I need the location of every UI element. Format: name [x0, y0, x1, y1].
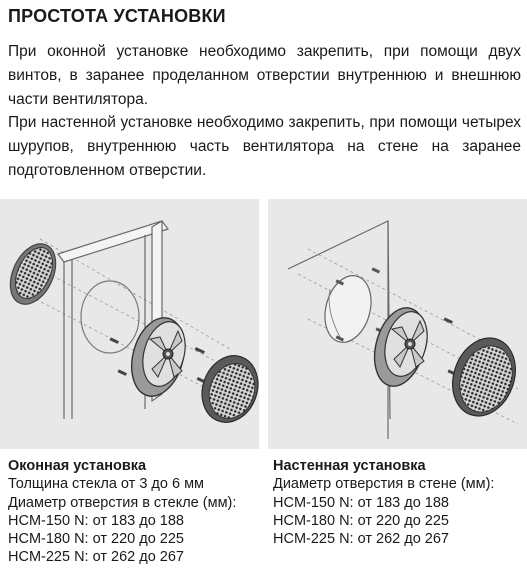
window-install-line: Диаметр отверстия в стекле (мм):	[8, 494, 237, 511]
wall-install-illustration	[268, 199, 527, 449]
window-install-line: HCM-150 N: от 183 до 188	[8, 512, 184, 529]
wall-install-line: HCM-150 N: от 183 до 188	[273, 494, 449, 511]
window-install-line: HCM-180 N: от 220 до 225	[8, 531, 184, 548]
wall-install-line: HCM-180 N: от 220 до 225	[273, 512, 449, 529]
window-install-line: Толщина стекла от 3 до 6 мм	[8, 476, 205, 493]
wall-install-caption	[273, 457, 494, 548]
wall-install-title: Настенная установка	[273, 458, 426, 474]
window-install-illustration	[0, 199, 259, 449]
grill-cover-wall	[442, 329, 526, 425]
window-install-title: Оконная установка	[8, 458, 147, 474]
fan-inner-unit-wall	[366, 302, 433, 392]
wall-hole	[318, 270, 378, 347]
outer-grill-left	[1, 237, 64, 312]
window-install-caption	[8, 457, 236, 567]
grill-cover	[193, 348, 259, 430]
window-install-line: HCM-225 N: от 262 до 267	[8, 549, 184, 566]
wall-install-paragraph: При настенной установке необходимо закрепить, при помощи четырех шурупов, внутреннюю часть вентилятора на стене на заранее подготовленном отверстии.	[8, 114, 521, 179]
fan-inner-unit	[123, 312, 192, 402]
wall-install-line: Диаметр отверстия в стене (мм):	[273, 476, 495, 493]
page-title: ПРОСТОТА УСТАНОВКИ	[8, 6, 226, 26]
wall-install-line: HCM-225 N: от 262 до 267	[273, 531, 449, 548]
window-install-paragraph: При оконной установке необходимо закрепить, при помощи двух винтов, в заранее проделанном отверстии внутреннюю и внешнюю части вентилятора.	[8, 43, 521, 108]
